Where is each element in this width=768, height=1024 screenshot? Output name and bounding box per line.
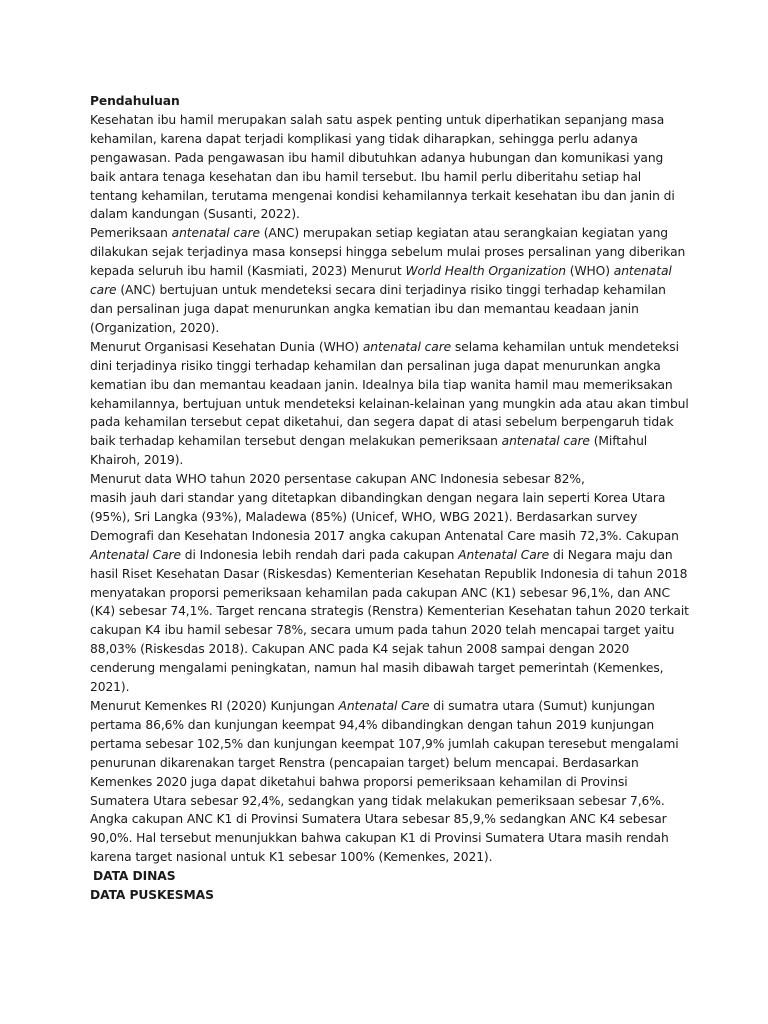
- text-run: Menurut data WHO tahun 2020 persentase cakupan ANC Indonesia sebesar 82%,: [90, 472, 585, 487]
- body-paragraph: [90, 697, 690, 867]
- section-heading: Pendahuluan: [90, 94, 180, 108]
- text-run: di Negara maju dan hasil Riset Kesehatan Dasar (Riskesdas) Kementerian Kesehatan Republik Indonesia di tahun 2018 menyatakan proporsi pemeriksaan kehamilan pada cakupan ANC (K1) sebesar 96,1%, dan ANC (K4) sebesar 74,1%. Target rencana strategis (Renstra) Kementerian Kesehatan tahun 2020 terkait cakupan K4 ibu hamil sebesar 78%, secara umum pada tahun 2020 telah mencapai target yaitu 88,03% (Riskesdas 2018). Cakupan ANC pada K4 sejak tahun 2008 sampai dengan 2020 cenderung mengalami peningkatan, namun hal masih dibawah target pemerintah (Kemenkes, 2021).: [90, 547, 689, 695]
- body-paragraph: [90, 224, 690, 337]
- body-paragraph: [90, 111, 690, 224]
- text-run: (ANC) merupakan setiap kegiatan atau serangkaian kegiatan yang dilakukan sejak terjadinya masa konsepsi hingga sebelum mulai proses persalinan yang diberikan kepada seluruh ibu hamil (Kasmiati, 2023) Menurut: [90, 226, 686, 279]
- italic-term: antenatal care: [171, 226, 260, 241]
- text-run: (WHO): [565, 264, 614, 279]
- text-run: di sumatra utara (Sumut) kunjungan pertama 86,6% dan kunjungan keempat 94,4% dibandingkan dengan tahun 2019 kunjungan pertama sebesar 102,5% dan kunjungan keempat 107,9% jumlah cakupan teresebut mengalami penurunan dikarenakan target Renstra (pencapaian target) belum mencapai. Berdasarkan Kemenkes 2020 juga dapat diketahui bahwa proporsi pemeriksaan kehamilan di Provinsi Sumatera Utara sebesar 92,4%, sedangkan yang tidak melakukan pemeriksaan sebesar 7,6%. Angka cakupan ANC K1 di Provinsi Sumatera Utara sebesar 85,9,% sedangkan ANC K4 sebesar 90,0%. Hal tersebut menunjukkan bahwa cakupan K1 di Provinsi Sumatera Utara masih rendah karena target nasional untuk K1 sebesar 100% (Kemenkes, 2021).: [90, 699, 679, 865]
- italic-term: antenatal care: [362, 339, 452, 354]
- text-run: masih jauh dari standar yang ditetapkan dibandingkan dengan negara lain seperti Korea Utara (95%), Sri Langka (93%), Maladewa (85%) (Unicef, WHO, WBG 2021). Berdasarkan survey Demografi dan Kesehatan Indonesia 2017 angka cakupan Antenatal Care masih 72,3%. Cakupan: [90, 491, 679, 543]
- text-run: Pemeriksaan: [90, 226, 172, 241]
- body-paragraph: [90, 470, 690, 697]
- italic-term: antenatal care: [90, 264, 672, 298]
- data-dinas-heading: DATA DINAS: [93, 869, 176, 884]
- italic-term: Antenatal Care: [90, 547, 181, 562]
- text-run: Menurut Organisasi Kesehatan Dunia (WHO): [90, 339, 363, 354]
- text-run: (Miftahul Khairoh, 2019).: [90, 434, 648, 468]
- body-paragraphs: [90, 111, 690, 867]
- text-run: selama kehamilan untuk mendeteksi dini terjadinya risiko tinggi terhadap kehamilan dan persalinan juga dapat menurunkan angka kematian ibu dan memantau keadaan janin. Idealnya bila tiap wanita hamil mau memeriksakan kehamilannya, bertujuan untuk mendeteksi kelainan-kelainan yang mungkin ada atau akan timbul pada kehamilan tersebut cepat diketahui, dan segera dapat di atasi sebelum berpengaruh tidak baik terhadap kehamilan tersebut dengan melakukan pemeriksaan: [90, 339, 689, 449]
- text-run: di Indonesia lebih rendah dari pada cakupan: [180, 547, 459, 562]
- text-run: Kesehatan ibu hamil merupakan salah satu aspek penting untuk diperhatikan sepanjang masa kehamilan, karena dapat terjadi komplikasi yang tidak diharapkan, sehingga perlu adanya pengawasan. Pada pengawasan ibu hamil dibutuhkan adanya hubungan dan komunikasi yang baik antara tenaga kesehatan dan ibu hamil tersebut. Ibu hamil perlu diberitahu setiap hal tentang kehamilan, terutama mengenai kondisi kehamilannya terkait kesehatan ibu dan janin di dalam kandungan (Susanti, 2022).: [90, 112, 675, 222]
- italic-term: World Health Organization: [405, 264, 566, 279]
- data-puskesmas-heading: DATA PUSKESMAS: [90, 888, 214, 903]
- document-page: [90, 92, 690, 905]
- italic-term: Antenatal Care: [458, 547, 550, 562]
- text-run: (ANC) bertujuan untuk mendeteksi secara dini terjadinya risiko tinggi terhadap kehamilan dan persalinan juga dapat menurunkan angka kematian ibu dan memantau keadaan janin (Organization, 2020).: [90, 283, 666, 335]
- italic-term: antenatal care: [501, 434, 590, 449]
- text-run: Menurut Kemenkes RI (2020) Kunjungan: [90, 699, 339, 713]
- body-paragraph: [90, 338, 690, 470]
- italic-term: Antenatal Care: [338, 699, 430, 713]
